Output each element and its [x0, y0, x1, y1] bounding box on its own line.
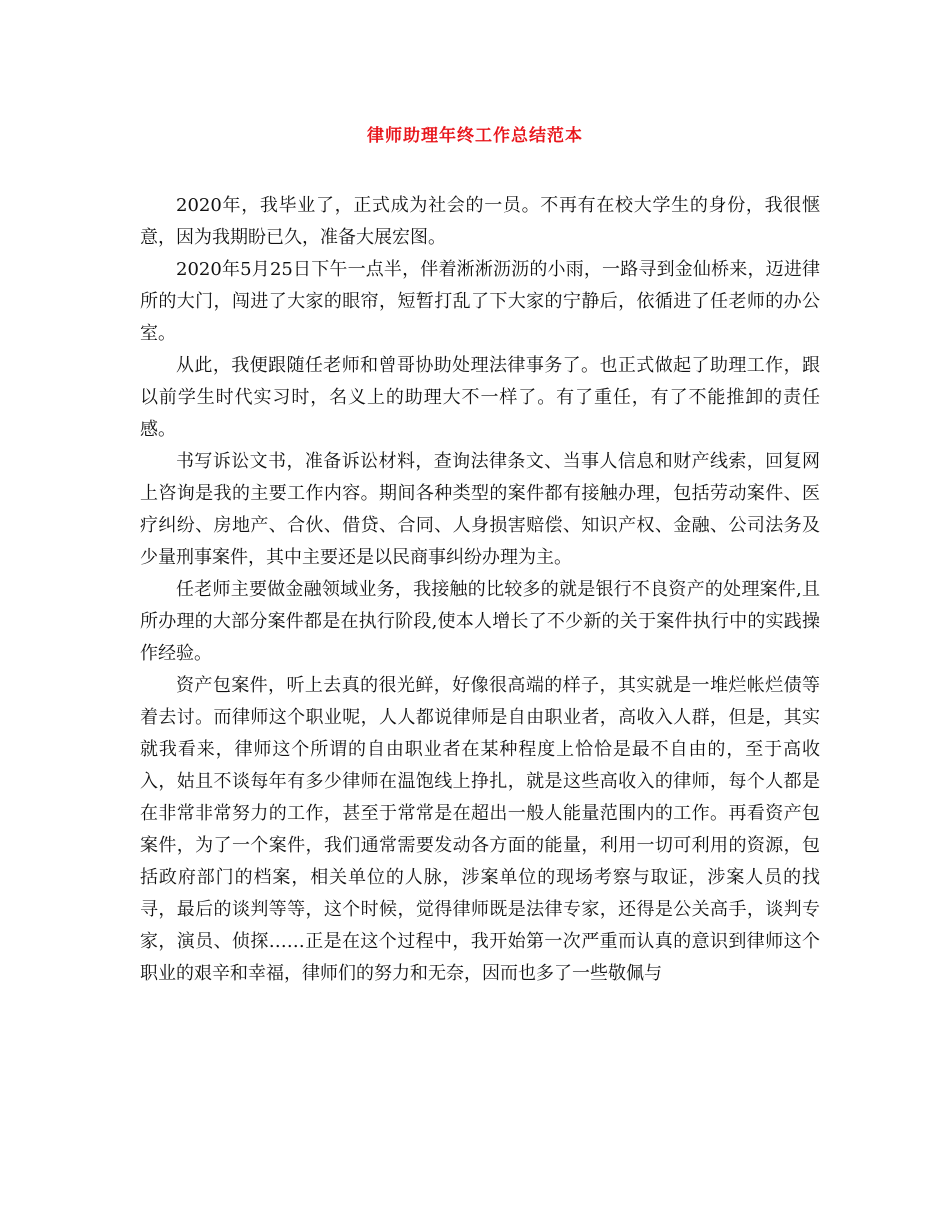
paragraph-1: 2020年，我毕业了，正式成为社会的一员。不再有在校大学生的身份，我很惬意，因为我期盼已久，准备大展宏图。: [140, 195, 820, 248]
document-body: [140, 190, 820, 990]
paragraph-5: 任老师主要做金融领域业务，我接触的比较多的就是银行不良资产的处理案件,且所办理的大部分案件都是在执行阶段,使本人增长了不少新的关于案件执行中的实践操作经验。: [140, 579, 820, 664]
paragraph-2: 2020年5月25日下午一点半，伴着淅淅沥沥的小雨，一路寻到金仙桥来，迈进律所的大门，闯进了大家的眼帘，短暂打乱了下大家的宁静后，依循进了任老师的办公室。: [140, 259, 820, 344]
document-title: 律师助理年终工作总结范本: [367, 126, 583, 146]
paragraph-6: 资产包案件，听上去真的很光鲜，好像很高端的样子，其实就是一堆烂帐烂债等着去讨。而律师这个职业呢，人人都说律师是自由职业者，高收入人群，但是，其实就我看来，律师这个所谓的自由职业者在某种程度上恰恰是最不自由的，至于高收入，姑且不谈每年有多少律师在温饱线上挣扎，就是这些高收入的律师，每个人都是在非常非常努力的工作，甚至于常常是在超出一般人能量范围内的工作。再看资产包案件，为了一个案件，我们通常需要发动各方面的能量，利用一切可利用的资源，包括政府部门的档案，相关单位的人脉，涉案单位的现场考察与取证，涉案人员的找寻，最后的谈判等等，这个时候，觉得律师既是法律专家，还得是公关高手，谈判专家，演员、侦探……正是在这个过程中，我开始第一次严重而认真的意识到律师这个职业的艰辛和幸福，律师们的努力和无奈，因而也多了一些敬佩与: [140, 675, 820, 984]
paragraph-3: 从此，我便跟随任老师和曾哥协助处理法律事务了。也正式做起了助理工作，跟以前学生时代实习时，名义上的助理大不一样了。有了重任，有了不能推卸的责任感。: [140, 355, 820, 440]
paragraph-4: 书写诉讼文书，准备诉讼材料，查询法律条文、当事人信息和财产线索，回复网上咨询是我的主要工作内容。期间各种类型的案件都有接触办理，包括劳动案件、医疗纠纷、房地产、合伙、借贷、合同、人身损害赔偿、知识产权、金融、公司法务及少量刑事案件，其中主要还是以民商事纠纷办理为主。: [140, 451, 820, 568]
